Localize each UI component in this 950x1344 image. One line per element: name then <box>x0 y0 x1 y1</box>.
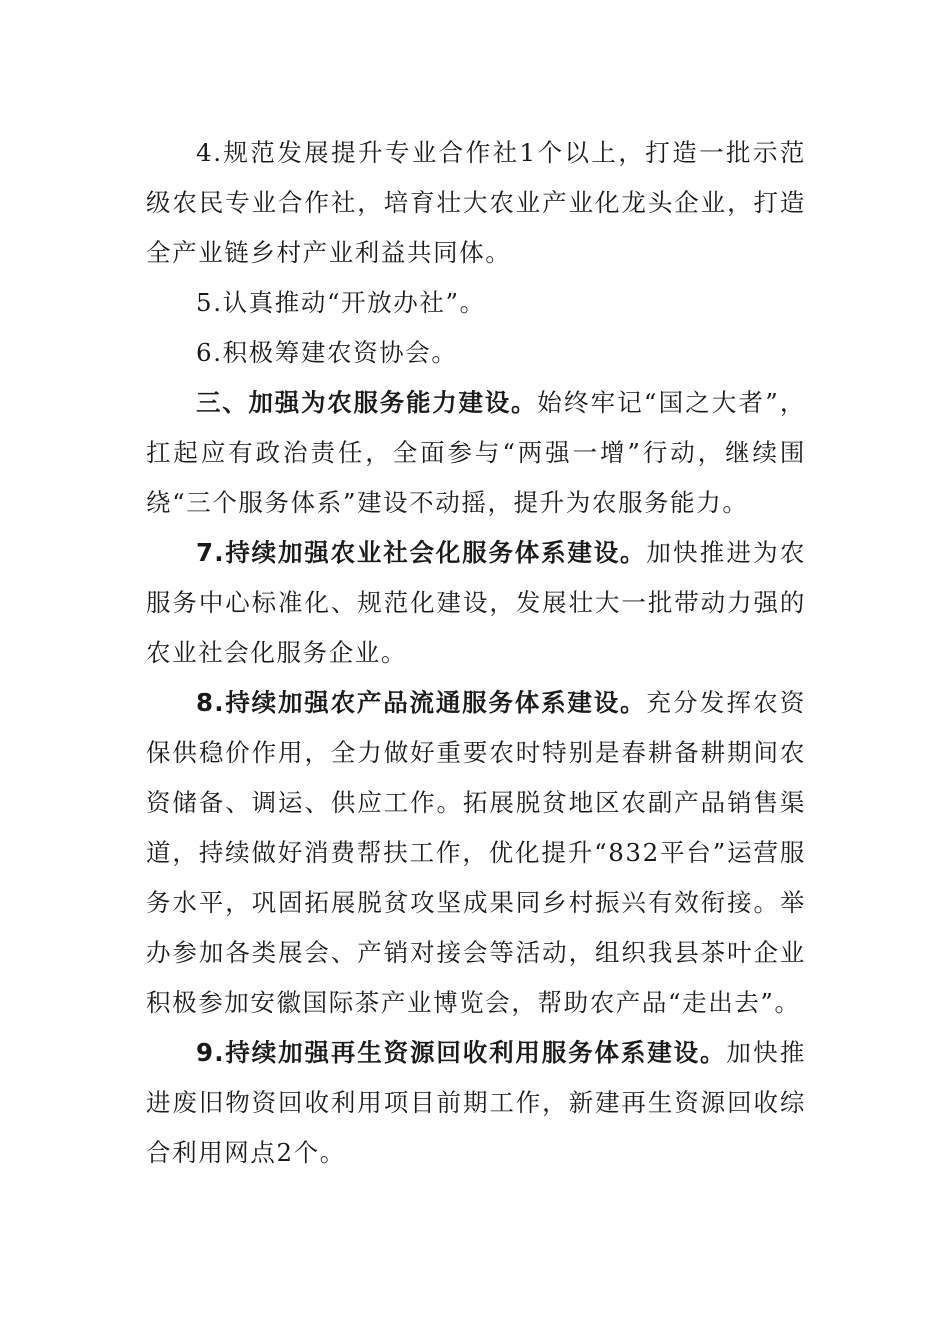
item-7-heading: 7.持续加强农业社会化服务体系建设。 <box>196 538 647 567</box>
paragraph-item-4: 4.规范发展提升专业合作社1个以上，打造一批示范级农民专业合作社，培育壮大农业产业化龙头企业，打造全产业链乡村产业利益共同体。 <box>146 138 806 267</box>
paragraph-item-7 <box>146 528 806 678</box>
item-9-body: 加快推进废旧物资回收利用项目前期工作，新建再生资源回收综合利用网点2个。 <box>146 1038 806 1167</box>
item-7-body: 加快推进为农服务中心标准化、规范化建设，发展壮大一批带动力强的农业社会化服务企业。 <box>146 538 806 667</box>
paragraph-item-8 <box>146 678 806 1028</box>
paragraph-item-5: 5.认真推动“开放办社”。 <box>196 288 486 317</box>
item-9-heading: 9.持续加强再生资源回收利用服务体系建设。 <box>196 1038 727 1067</box>
section-3-paragraph <box>146 378 806 528</box>
section-3-heading: 三、加强为农服务能力建设。 <box>196 388 538 417</box>
item-8-body: 充分发挥农资保供稳价作用，全力做好重要农时特别是春耕备耕期间农资储备、调运、供应工作。拓展脱贫地区农副产品销售渠道，持续做好消费帮扶工作，优化提升“832平台”运营服务水平，巩固拓展脱贫攻坚成果同乡村振兴有效衔接。举办参加各类展会、产销对接会等活动，组织我县茶叶企业积极参加安徽国际茶产业博览会，帮助农产品“走出去”。 <box>146 688 806 1017</box>
document-page <box>146 128 806 1178</box>
paragraph-item-9 <box>146 1028 806 1178</box>
paragraph-item-6: 6.积极筹建农资协会。 <box>196 338 458 367</box>
section-3-body: 始终牢记“国之大者”，扛起应有政治责任，全面参与“两强一增”行动，继续围绕“三个服务体系”建设不动摇，提升为农服务能力。 <box>146 388 806 517</box>
item-8-heading: 8.持续加强农产品流通服务体系建设。 <box>196 688 647 717</box>
